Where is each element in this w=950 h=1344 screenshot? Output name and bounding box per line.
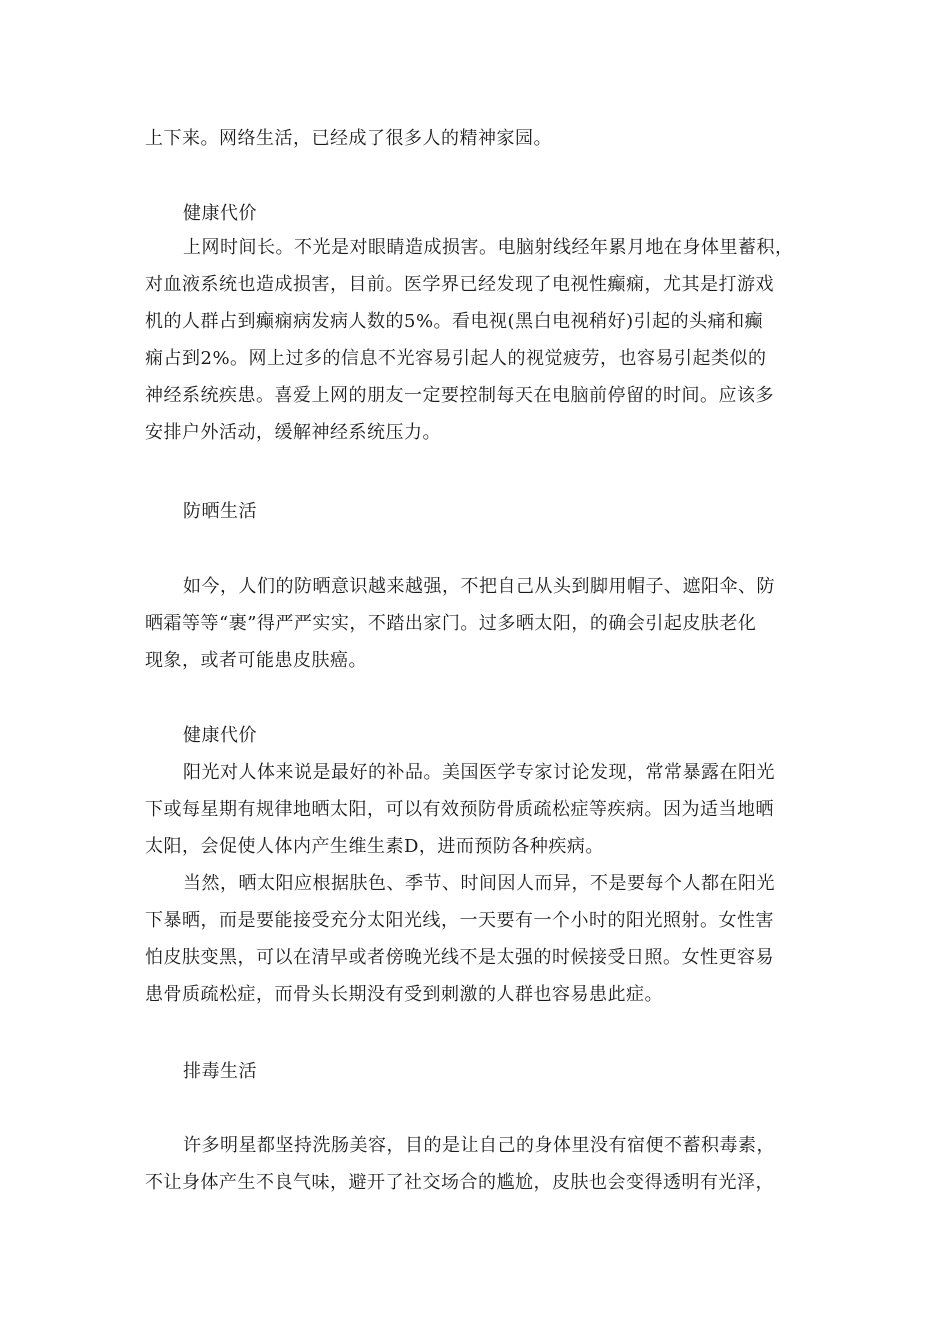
paragraph-line: 患骨质疏松症，而骨头长期没有受到刺激的人群也容易患此症。: [145, 984, 663, 1005]
section-heading: 排毒生活: [183, 1061, 257, 1082]
paragraph-line: 上网时间长。不光是对眼睛造成损害。电脑射线经年累月地在身体里蓄积，: [183, 237, 794, 258]
paragraph-line: 不让身体产生不良气味，避开了社交场合的尴尬，皮肤也会变得透明有光泽，: [145, 1172, 774, 1193]
paragraph-line: 许多明星都坚持洗肠美容，目的是让自己的身体里没有宿便不蓄积毒素，: [183, 1135, 775, 1156]
section-heading: 健康代价: [183, 203, 257, 224]
paragraph-line: 下或每星期有规律地晒太阳，可以有效预防骨质疏松症等疾病。因为适当地晒: [145, 799, 774, 820]
paragraph-line: 晒霜等等“裹”得严严实实，不踏出家门。过多晒太阳，的确会引起皮肤老化: [145, 613, 757, 634]
paragraph-line: 痫占到2%。网上过多的信息不光容易引起人的视觉疲劳，也容易引起类似的: [145, 348, 767, 369]
paragraph-line: 怕皮肤变黑，可以在清早或者傍晚光线不是太强的时候接受日照。女性更容易: [145, 947, 774, 968]
paragraph-line: 对血液系统也造成损害，目前。医学界已经发现了电视性癫痫，尤其是打游戏: [145, 274, 774, 295]
section-heading: 防晒生活: [183, 501, 257, 522]
paragraph-line: 机的人群占到癫痫病发病人数的5%。看电视(黑白电视稍好)引起的头痛和癫: [145, 311, 764, 332]
paragraph-line: 现象，或者可能患皮肤癌。: [145, 650, 367, 671]
paragraph-line: 当然，晒太阳应根据肤色、季节、时间因人而异，不是要每个人都在阳光: [183, 873, 775, 894]
paragraph-line: 太阳，会促使人体内产生维生素D，进而预防各种疾病。: [145, 836, 604, 857]
paragraph-line: 安排户外活动，缓解神经系统压力。: [145, 422, 441, 443]
paragraph-line: 神经系统疾患。喜爱上网的朋友一定要控制每天在电脑前停留的时间。应该多: [145, 385, 774, 406]
paragraph-line: 上下来。网络生活，已经成了很多人的精神家园。: [145, 128, 552, 149]
paragraph-line: 如今，人们的防晒意识越来越强，不把自己从头到脚用帽子、遮阳伞、防: [183, 576, 775, 597]
section-heading: 健康代价: [183, 725, 257, 746]
paragraph-line: 下暴晒，而是要能接受充分太阳光线，一天要有一个小时的阳光照射。女性害: [145, 910, 774, 931]
paragraph-line: 阳光对人体来说是最好的补品。美国医学专家讨论发现，常常暴露在阳光: [183, 762, 775, 783]
